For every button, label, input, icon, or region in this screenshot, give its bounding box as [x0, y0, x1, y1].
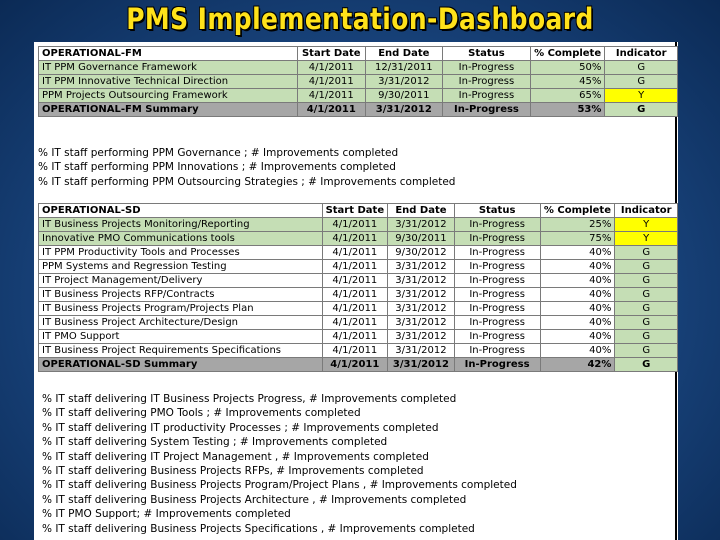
table-row	[39, 260, 678, 274]
table-row	[39, 302, 678, 316]
column-header: Start Date	[298, 47, 366, 61]
table-cell: 4/1/2011	[298, 61, 366, 75]
table-row	[39, 288, 678, 302]
table-cell: IT PPM Innovative Technical Direction	[39, 75, 298, 89]
table-cell: In-Progress	[454, 344, 540, 358]
operational-fm-table	[38, 46, 678, 117]
indicator-cell: G	[615, 274, 678, 288]
header-row	[39, 47, 678, 61]
table-cell: IT Business Projects RFP/Contracts	[39, 288, 323, 302]
metric-note: % IT staff delivering Business Projects Specifications , # Improvements completed	[42, 522, 475, 535]
table-row	[39, 218, 678, 232]
table-cell: 4/1/2011	[322, 330, 388, 344]
metric-note: % IT staff delivering IT productivity Processes ; # Improvements completed	[42, 421, 439, 434]
table-cell: In-Progress	[443, 75, 531, 89]
table-cell: 4/1/2011	[298, 75, 366, 89]
table-cell: 40%	[540, 330, 615, 344]
metric-note: % IT staff delivering IT Project Management , # Improvements completed	[42, 450, 429, 463]
table-cell: 3/31/2012	[388, 344, 455, 358]
summary-cell: OPERATIONAL-FM Summary	[39, 103, 298, 117]
table-cell: 3/31/2012	[388, 274, 455, 288]
table-cell: IT Business Project Architecture/Design	[39, 316, 323, 330]
table-cell: In-Progress	[454, 330, 540, 344]
table-cell: 4/1/2011	[322, 218, 388, 232]
table-row	[39, 274, 678, 288]
table-cell: 3/31/2012	[365, 75, 443, 89]
metric-note: % IT staff performing PPM Outsourcing Strategies ; # Improvements completed	[38, 175, 456, 188]
summary-cell: G	[605, 103, 678, 117]
column-header: Indicator	[615, 204, 678, 218]
summary-cell: 3/31/2012	[388, 358, 455, 372]
table-cell: 4/1/2011	[322, 232, 388, 246]
table-row	[39, 246, 678, 260]
table-cell: Innovative PMO Communications tools	[39, 232, 323, 246]
table-cell: 50%	[530, 61, 605, 75]
table-cell: PPM Projects Outsourcing Framework	[39, 89, 298, 103]
indicator-cell: G	[605, 61, 678, 75]
column-header: Status	[454, 204, 540, 218]
table-cell: 65%	[530, 89, 605, 103]
column-header: Status	[443, 47, 531, 61]
table-cell: 3/31/2012	[388, 218, 455, 232]
table-row	[39, 75, 678, 89]
table-cell: 9/30/2011	[365, 89, 443, 103]
summary-row	[39, 358, 678, 372]
indicator-cell: G	[615, 260, 678, 274]
summary-cell: 4/1/2011	[322, 358, 388, 372]
table-cell: 9/30/2012	[388, 246, 455, 260]
table-cell: In-Progress	[454, 274, 540, 288]
metric-note: % IT staff delivering System Testing ; # Improvements completed	[42, 436, 388, 449]
table-cell: PPM Systems and Regression Testing	[39, 260, 323, 274]
table-cell: 25%	[540, 218, 615, 232]
table-cell: In-Progress	[454, 302, 540, 316]
table-cell: In-Progress	[443, 61, 531, 75]
table-row	[39, 61, 678, 75]
table-row	[39, 89, 678, 103]
table-cell: 40%	[540, 316, 615, 330]
table-cell: 40%	[540, 288, 615, 302]
operational-fm-notes	[38, 146, 455, 189]
summary-cell: 3/31/2012	[365, 103, 443, 117]
table-cell: IT Project Management/Delivery	[39, 274, 323, 288]
metric-note: % IT staff delivering PMO Tools ; # Improvements completed	[42, 407, 361, 420]
table-cell: 3/31/2012	[388, 302, 455, 316]
table-row	[39, 316, 678, 330]
table-row	[39, 330, 678, 344]
indicator-cell: G	[615, 344, 678, 358]
summary-cell: 53%	[530, 103, 605, 117]
table-cell: 4/1/2011	[322, 288, 388, 302]
header-row	[39, 204, 678, 218]
summary-cell: In-Progress	[454, 358, 540, 372]
indicator-cell: G	[605, 75, 678, 89]
table-cell: In-Progress	[454, 232, 540, 246]
column-header: Start Date	[322, 204, 388, 218]
column-header: % Complete	[530, 47, 605, 61]
table-cell: 4/1/2011	[322, 260, 388, 274]
summary-cell: 4/1/2011	[298, 103, 366, 117]
table-cell: 40%	[540, 246, 615, 260]
table-cell: IT Business Projects Monitoring/Reporting	[39, 218, 323, 232]
table-cell: In-Progress	[454, 288, 540, 302]
table-cell: 40%	[540, 302, 615, 316]
table-cell: 3/31/2012	[388, 288, 455, 302]
indicator-cell: Y	[615, 232, 678, 246]
summary-cell: 42%	[540, 358, 615, 372]
table-cell: 75%	[540, 232, 615, 246]
table-cell: In-Progress	[454, 218, 540, 232]
summary-cell: OPERATIONAL-SD Summary	[39, 358, 323, 372]
column-header: OPERATIONAL-SD	[39, 204, 323, 218]
indicator-cell: G	[615, 302, 678, 316]
table-row	[39, 344, 678, 358]
metric-note: % IT staff performing PPM Innovations ; # Improvements completed	[38, 161, 396, 174]
table-cell: 4/1/2011	[322, 274, 388, 288]
table-cell: 12/31/2011	[365, 61, 443, 75]
dashboard-title: PMS Implementation-Dashboard	[126, 2, 594, 36]
table-cell: 4/1/2011	[322, 246, 388, 260]
indicator-cell: G	[615, 330, 678, 344]
table-cell: 40%	[540, 260, 615, 274]
table-cell: 4/1/2011	[298, 89, 366, 103]
table-row	[39, 232, 678, 246]
table-cell: 3/31/2012	[388, 316, 455, 330]
table-cell: IT PPM Governance Framework	[39, 61, 298, 75]
metric-note: % IT staff delivering Business Projects Program/Project Plans , # Improvements completed	[42, 479, 517, 492]
summary-cell: In-Progress	[443, 103, 531, 117]
metric-note: % IT PMO Support; # Improvements completed	[42, 508, 291, 521]
table-cell: 4/1/2011	[322, 316, 388, 330]
table-cell: IT Business Projects Program/Projects Plan	[39, 302, 323, 316]
indicator-cell: G	[615, 316, 678, 330]
metric-note: % IT staff performing PPM Governance ; # Improvements completed	[38, 147, 399, 159]
column-header: % Complete	[540, 204, 615, 218]
table-cell: 9/30/2011	[388, 232, 455, 246]
table-cell: IT PPM Productivity Tools and Processes	[39, 246, 323, 260]
summary-row	[39, 103, 678, 117]
operational-sd-notes	[42, 392, 517, 536]
metric-note: % IT staff delivering Business Projects RFPs, # Improvements completed	[42, 465, 424, 478]
table-cell: In-Progress	[454, 246, 540, 260]
table-cell: In-Progress	[443, 89, 531, 103]
column-header: End Date	[388, 204, 455, 218]
table-cell: 4/1/2011	[322, 302, 388, 316]
indicator-cell: G	[615, 246, 678, 260]
table-cell: IT PMO Support	[39, 330, 323, 344]
column-header: Indicator	[605, 47, 678, 61]
table-cell: In-Progress	[454, 260, 540, 274]
table-cell: IT Business Project Requirements Specifications	[39, 344, 323, 358]
column-header: End Date	[365, 47, 443, 61]
table-cell: 3/31/2012	[388, 260, 455, 274]
summary-cell: G	[615, 358, 678, 372]
column-header: OPERATIONAL-FM	[39, 47, 298, 61]
metric-note: % IT staff delivering IT Business Projects Progress, # Improvements completed	[42, 393, 457, 405]
indicator-cell: Y	[615, 218, 678, 232]
operational-sd-table	[38, 203, 678, 372]
table-cell: 4/1/2011	[322, 344, 388, 358]
table-cell: 45%	[530, 75, 605, 89]
table-cell: In-Progress	[454, 316, 540, 330]
indicator-cell: G	[615, 288, 678, 302]
metric-note: % IT staff delivering Business Projects Architecture , # Improvements completed	[42, 493, 467, 506]
table-cell: 40%	[540, 344, 615, 358]
table-cell: 40%	[540, 274, 615, 288]
table-cell: 3/31/2012	[388, 330, 455, 344]
indicator-cell: Y	[605, 89, 678, 103]
